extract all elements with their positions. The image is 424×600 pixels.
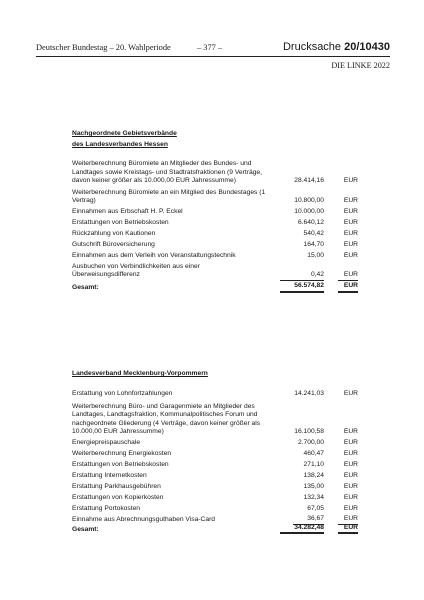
row-currency: EUR: [343, 428, 358, 436]
row-currency: EUR: [343, 271, 358, 279]
total-row: [72, 523, 358, 535]
row-description: Weiterberechnung Büromiete an ein Mitglied des Bundestages (1 Vertrag): [72, 188, 266, 205]
row-amount: 271,10: [303, 461, 324, 469]
row-amount: 540,42: [303, 229, 324, 237]
row-description: Erstattung Portokosten: [72, 505, 141, 513]
table-row: [72, 483, 358, 492]
row-description: Erstattungen von Kopierkosten: [72, 494, 164, 502]
parliament-label: Deutscher Bundestag – 20. Wahlperiode: [36, 43, 171, 52]
row-amount: 67,05: [307, 505, 324, 513]
row-description: Erstattung Parkhausgebühren: [72, 483, 161, 491]
row-amount: 138,24: [303, 472, 324, 480]
table-row: [72, 219, 358, 228]
row-description: Weiterberechnung Büromiete an Mitglieder des Bundes- und Landtages sowie Kreistags- und Stadtratsfraktionen (9 Verträge, davon keiner größer als 10.000,00 EUR Jahressumme): [72, 160, 262, 185]
document-number: Drucksache 20/10430: [282, 41, 390, 53]
header-rule: [36, 56, 390, 57]
row-currency: EUR: [343, 197, 358, 205]
table-row: [72, 505, 358, 514]
total-label: Gesamt:: [72, 525, 99, 533]
row-description: Erstattungen von Betriebskosten: [72, 461, 169, 469]
table-row: [72, 439, 358, 448]
table-row: [72, 252, 358, 261]
row-description: Erstattungen von Betriebskosten: [72, 218, 169, 226]
row-description: Weiterberechnung Büro- und Garagenmiete an Mitglieder des Landtages, Landtagsfraktion, Kommunalpolitisches Forum und nachgeordnete Gliederung (4 Verträge, davon keiner größer als 10.000,00 EUR Jahressumme): [72, 402, 261, 436]
row-currency: EUR: [343, 177, 358, 185]
page-header: [36, 41, 390, 57]
row-amount: 0,42: [310, 271, 324, 279]
total-amount: 34.282,48: [280, 523, 324, 535]
table-row: [72, 241, 358, 250]
row-description: Rückzahlung von Kautionen: [72, 229, 156, 237]
row-currency: EUR: [343, 461, 358, 469]
row-currency: EUR: [338, 515, 358, 525]
row-amount: 36,67: [293, 515, 324, 525]
section-subtitle: des Landesverbandes Hessen: [72, 141, 168, 148]
section-title: Landesverband Mecklenburg-Vorpommern: [72, 370, 208, 377]
table-row: [72, 461, 358, 470]
row-amount: 16.100,58: [294, 428, 324, 436]
total-label: Gesamt:: [72, 284, 99, 292]
row-description: Erstattung Internetkosten: [72, 472, 147, 480]
row-currency: EUR: [343, 505, 358, 513]
row-description: Ausbuchen von Verbindlichkeiten aus einer Überweisungsdifferenz: [72, 262, 200, 279]
row-description: Einnahme aus Abrechnungsguthaben Visa-Card: [72, 516, 216, 524]
row-amount: 10.800,00: [294, 197, 324, 205]
row-currency: EUR: [343, 494, 358, 502]
party-year-label: DIE LINKE 2022: [331, 61, 390, 70]
row-currency: EUR: [343, 229, 358, 237]
section-hessen: [72, 128, 358, 293]
table-row: [72, 230, 358, 239]
table-row: [72, 494, 358, 503]
row-currency: EUR: [343, 450, 358, 458]
section-mecklenburg-vorpommern: [72, 368, 358, 534]
row-description: Gutschrift Büroversicherung: [72, 240, 155, 248]
row-amount: 460,47: [303, 450, 324, 458]
table-row: [72, 160, 358, 186]
row-amount: 164,70: [303, 240, 324, 248]
row-currency: EUR: [343, 218, 358, 226]
row-currency: EUR: [343, 472, 358, 480]
row-amount: 28.414,16: [294, 177, 324, 185]
row-description: Einnahmen aus dem Verleih von Veranstaltungstechnik: [72, 251, 236, 259]
row-currency: EUR: [343, 483, 358, 491]
table-row: [72, 403, 358, 437]
row-description: Erstattung von Lohnfortzahlungen: [72, 390, 173, 397]
table-row: [72, 450, 358, 459]
row-amount: 132,34: [303, 494, 324, 502]
row-amount: 6.640,12: [297, 218, 324, 226]
table-row: [72, 189, 358, 206]
row-description: Einnahmen aus Erbschaft H. P. Eckel: [72, 207, 183, 215]
row-amount: 14.241,03: [294, 390, 324, 397]
row-amount: 135,00: [303, 483, 324, 491]
row-amount: 10.000,00: [294, 207, 324, 215]
section-title: Nachgeordnete Gebietsverbände: [72, 130, 177, 137]
table-row: [72, 208, 358, 217]
table-row: [72, 390, 358, 399]
row-amount: 2.700,00: [297, 439, 324, 447]
total-currency: EUR: [338, 523, 358, 535]
row-amount: 15,00: [307, 251, 324, 259]
row-currency: EUR: [343, 390, 358, 397]
table-row: [72, 263, 358, 280]
total-row: [72, 284, 358, 293]
row-description: Energiepreispauschale: [72, 439, 141, 447]
row-currency: EUR: [343, 439, 358, 447]
row-description: Weiterberechnung Energiekosten: [72, 450, 172, 458]
table-row: [72, 472, 358, 481]
total-amount: 56.574,82: [280, 280, 324, 293]
row-currency: EUR: [343, 240, 358, 248]
row-currency: EUR: [343, 251, 358, 259]
total-currency: EUR: [338, 280, 358, 293]
page-number: – 377 –: [197, 43, 223, 52]
row-currency: EUR: [343, 207, 358, 215]
